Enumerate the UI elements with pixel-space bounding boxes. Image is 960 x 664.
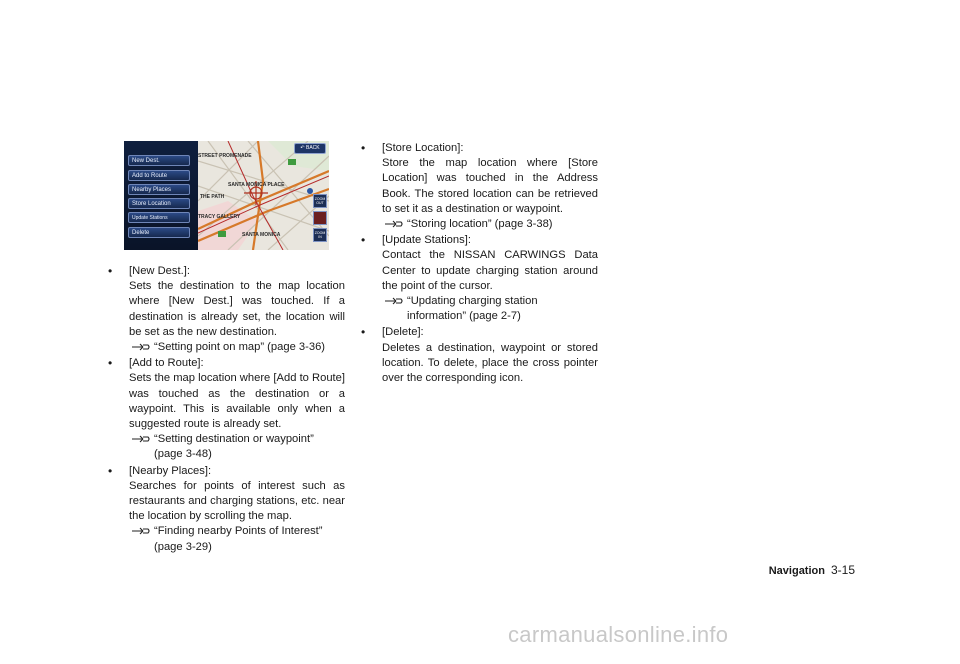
- page-footer: [720, 561, 855, 579]
- pointing-hand-icon: [384, 218, 404, 230]
- item-title: [Delete]:: [382, 326, 424, 339]
- pointing-hand-icon: [131, 433, 151, 445]
- item-description: Store the map location where [Store Location] was touched in the Address Book. The stored location can be retrieved to set it as a destination or waypoint.: [382, 157, 598, 215]
- map-label: TRACY GALLERY: [198, 214, 241, 220]
- reference-text: “Finding nearby Points of Interest” (page 3-29): [154, 525, 323, 553]
- delete-button[interactable]: Delete: [128, 227, 190, 238]
- item-description: Contact the NISSAN CARWINGS Data Center to update charging station around the point of the cursor.: [382, 249, 598, 292]
- bullet-dot: •: [108, 356, 113, 371]
- reference-text: “Setting point on map” (page 3-36): [154, 341, 326, 354]
- reference-text: “Storing location” (page 3-38): [407, 218, 553, 231]
- item-title: [Add to Route]:: [129, 357, 204, 370]
- bullet-dot: •: [108, 264, 113, 278]
- map-label: THE PATH: [200, 194, 225, 200]
- item-reference[interactable]: [382, 217, 598, 232]
- map-label: STREET PROMENADE: [198, 153, 252, 159]
- map-view-button[interactable]: [313, 211, 327, 225]
- watermark: carmanualsonline.info: [508, 622, 729, 647]
- item-reference[interactable]: [129, 432, 345, 462]
- item-title: [Store Location]:: [382, 142, 464, 154]
- map-label: SANTA MONICA PLACE: [228, 182, 285, 188]
- pointing-hand-icon: [131, 341, 151, 353]
- item-description: Searches for points of interest such as restaurants and charging stations, etc. near the location by scrolling the map.: [129, 479, 345, 523]
- list-item: [104, 464, 345, 555]
- map-view[interactable]: [198, 141, 329, 250]
- item-description: Sets the map location where [Add to Route] was touched as the destination or a waypoint. This is available only when a suggested route is already set.: [129, 372, 345, 431]
- zoom-out-button[interactable]: ZOOM OUT: [313, 194, 327, 208]
- list-item: [357, 325, 598, 386]
- item-title: [Nearby Places]:: [129, 464, 212, 477]
- navigation-screen-figure: [124, 141, 329, 250]
- map-menu: [124, 141, 198, 250]
- bullet-dot: •: [361, 325, 366, 340]
- item-reference[interactable]: [129, 524, 345, 554]
- section-name: Navigation: [768, 565, 825, 577]
- bullet-dot: •: [108, 463, 113, 478]
- item-reference[interactable]: [382, 294, 598, 324]
- list-item: [104, 264, 345, 355]
- item-description: Sets the destination to the map location where [New Dest.] was touched. If a destination is already set, the location will be set as the new destination.: [129, 280, 345, 338]
- list-item: [104, 356, 345, 462]
- nearby-places-button[interactable]: Nearby Places: [128, 184, 190, 195]
- left-column: [104, 264, 345, 556]
- map-label: SANTA MONICA: [242, 232, 281, 238]
- store-location-button[interactable]: Store Location: [128, 198, 190, 209]
- item-title: [New Dest.]:: [129, 265, 190, 277]
- page-number: 3-15: [830, 563, 855, 577]
- new-dest-button[interactable]: New Dest.: [128, 155, 190, 166]
- add-to-route-button[interactable]: Add to Route: [128, 170, 190, 181]
- item-title: [Update Stations]:: [382, 234, 471, 247]
- pointing-hand-icon: [131, 525, 151, 537]
- back-button[interactable]: ↶ BACK: [294, 143, 326, 154]
- back-label: BACK: [305, 145, 320, 151]
- zoom-in-button[interactable]: ZOOM IN: [313, 228, 327, 242]
- list-item: [357, 233, 598, 324]
- reference-text: “Setting destination or waypoint” (page 3-48): [154, 433, 314, 461]
- item-description: Deletes a destination, waypoint or stored location. To delete, place the cross pointer over the corresponding icon.: [382, 341, 598, 385]
- item-reference[interactable]: [129, 340, 345, 355]
- update-stations-button[interactable]: Update Stations: [128, 212, 190, 223]
- bullet-dot: •: [361, 141, 366, 155]
- right-column: [357, 141, 598, 387]
- pointing-hand-icon: [384, 295, 404, 307]
- bullet-dot: •: [361, 233, 366, 248]
- reference-text: “Updating charging station information” (page 2-7): [407, 295, 538, 323]
- list-item: [357, 141, 598, 232]
